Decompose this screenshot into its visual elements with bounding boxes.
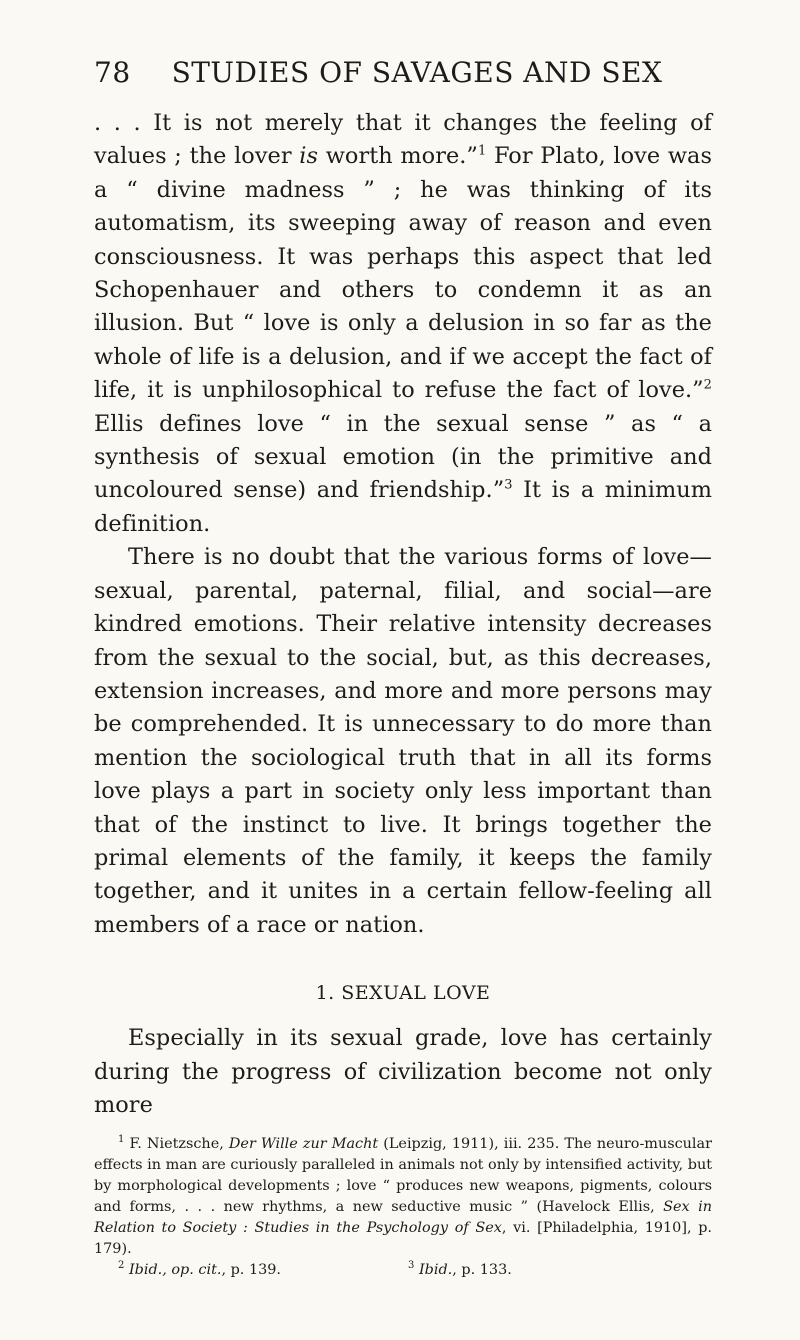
paragraph-1: . . . It is not merely that it changes the feeling of values ; the lover is worth more.”$^1$ For Plato, love was a “ divine madness ” ; he was thinking of its automatism, its sweeping away of reason and even consciousness. It was perhaps this aspect that led Schopenhauer and others to condemn it as an illusion. But “ love is only a delusion in so far as the whole of life is a delusion, and if we accept the fact of life, it is unphilosophical to refuse the fact of love.”$^2$ Ellis defines love “ in the sexual sense ” as “ a synthesis of sexual emotion (in the primitive and uncoloured sense) and friendship.”$^3$ It is a minimum definition. — [94, 110, 712, 537]
footnote-ref-1[interactable]: 1 — [477, 143, 487, 159]
running-head — [94, 56, 712, 89]
paragraph-3: Especially in its sexual grade, love has certainly during the progress of civilization become not only more — [94, 1025, 712, 1118]
footnote-row-2-3 — [94, 1260, 712, 1281]
book-page — [94, 56, 712, 1281]
footnote-1: $^1$ F. Nietzsche, Der Wille zur Macht (Leipzig, 1911), iii. 235. The neuro-muscular effects in man are curiously paralleled in animals not only by intensified activity, but by morphological developments ; love “ produces new weapons, pigments, colours and forms, . . . new rhythms, a new seductive music ” (Havelock Ellis, Sex in Relation to Society : Studies in the Psychology of Sex, vi. [Philadelphia, 1910], p. 179). — [94, 1134, 713, 1258]
footnote-3: $^3$ Ibid., p. 133. — [408, 1260, 512, 1279]
footnotes — [94, 1134, 712, 1281]
footnote-ref-2[interactable]: 2 — [703, 377, 712, 393]
section-heading: 1. SEXUAL LOVE — [315, 982, 491, 1005]
running-title: STUDIES OF SAVAGES AND SEX — [171, 56, 663, 89]
page-number: 78 — [94, 56, 131, 89]
paragraph-2: There is no doubt that the various forms of love—sexual, parental, paternal, filial, and social—are kindred emotions. Their relative intensity decreases from the sexual to the social, but, as this decreases, extension increases, and more and more persons may be comprehended. It is unnecessary to do more than mention the sociological truth that in all its forms love plays a part in society only less important than that of the instinct to live. It brings together the primal elements of the family, it keeps the family together, and it unites in a certain fellow-feeling all members of a race or nation. — [94, 544, 712, 938]
footnote-ref-3[interactable]: 3 — [504, 478, 513, 493]
footnote-2: $^2$ Ibid., op. cit., p. 139. — [118, 1260, 281, 1279]
